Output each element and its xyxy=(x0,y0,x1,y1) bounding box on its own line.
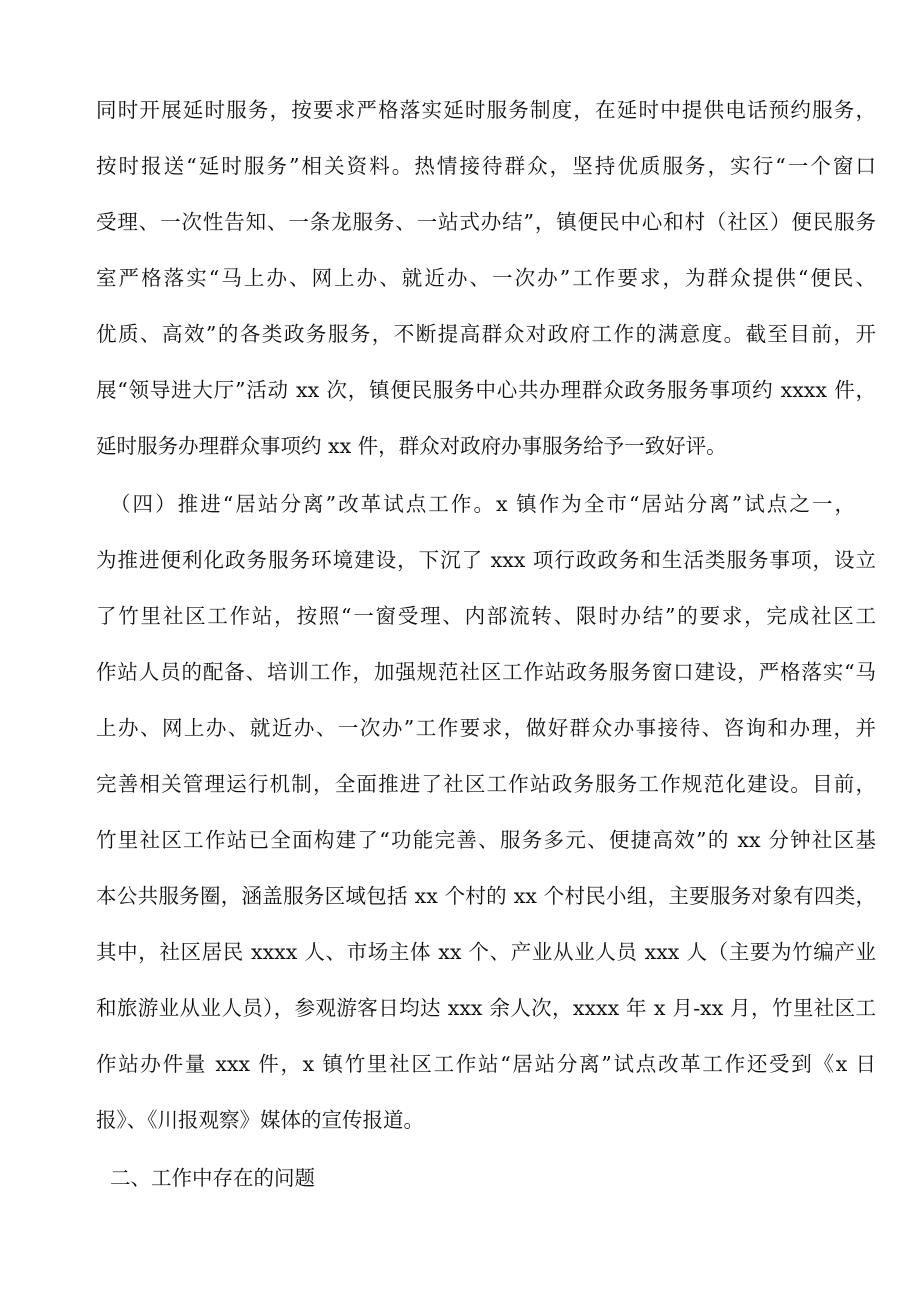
paragraph-line: 报》、《川报观察》媒体的宣传报道。 xyxy=(96,1108,424,1132)
paragraph-line: 本公共服务圈，涵盖服务区域包括 xx 个村的 xx 个村民小组，主要服务对象有四类， xyxy=(96,884,876,908)
section-title: 二、工作中存在的问题 xyxy=(110,1166,315,1190)
paragraph-line: 展“领导进大厅”活动 xx 次，镇便民服务中心共办理群众政务服务事项约 xxxx 件， xyxy=(96,378,876,402)
paragraph-line: 竹里社区工作站已全面构建了“功能完善、服务多元、便捷高效”的 xx 分钟社区基 xyxy=(96,828,876,852)
paragraph-line: 了竹里社区工作站，按照“一窗受理、内部流转、限时办结”的要求，完成社区工 xyxy=(96,604,876,628)
paragraph-line: 延时服务办理群众事项约 xx 件，群众对政府办事服务给予一致好评。 xyxy=(96,434,727,458)
paragraph-line: 为推进便利化政务服务环境建设，下沉了 xxx 项行政政务和生活类服务事项，设立 xyxy=(96,548,876,572)
paragraph-line: 同时开展延时服务，按要求严格落实延时服务制度，在延时中提供电话预约服务， xyxy=(96,98,876,122)
paragraph-line: 优质、高效”的各类政务服务，不断提高群众对政府工作的满意度。截至目前，开 xyxy=(96,322,876,346)
paragraph-line: 其中，社区居民 xxxx 人、市场主体 xx 个、产业从业人员 xxx 人（主要为竹编产业 xyxy=(96,940,876,964)
paragraph-line: 作站人员的配备、培训工作，加强规范社区工作站政务服务窗口建设，严格落实“马 xyxy=(96,660,876,684)
paragraph-line: 上办、网上办、就近办、一次办”工作要求，做好群众办事接待、咨询和办理，并 xyxy=(96,716,876,740)
paragraph-line: 室严格落实“马上办、网上办、就近办、一次办”工作要求，为群众提供“便民、 xyxy=(96,266,876,290)
section-heading-line: （四）推进“居站分离”改革试点工作。x 镇作为全市“居站分离”试点之一， xyxy=(110,492,855,516)
paragraph-line: 作站办件量 xxx 件，x 镇竹里社区工作站“居站分离”试点改革工作还受到《x 日 xyxy=(96,1052,876,1076)
paragraph-line: 和旅游业从业人员），参观游客日均达 xxx 余人次，xxxx 年 x 月-xx 月，竹里社区工 xyxy=(96,996,876,1020)
paragraph-line: 按时报送“延时服务”相关资料。热情接待群众，坚持优质服务，实行“一个窗口 xyxy=(96,154,876,178)
paragraph-line: 完善相关管理运行机制，全面推进了社区工作站政务服务工作规范化建设。目前， xyxy=(96,772,876,796)
paragraph-line: 受理、一次性告知、一条龙服务、一站式办结”，镇便民中心和村（社区）便民服务 xyxy=(96,210,876,234)
